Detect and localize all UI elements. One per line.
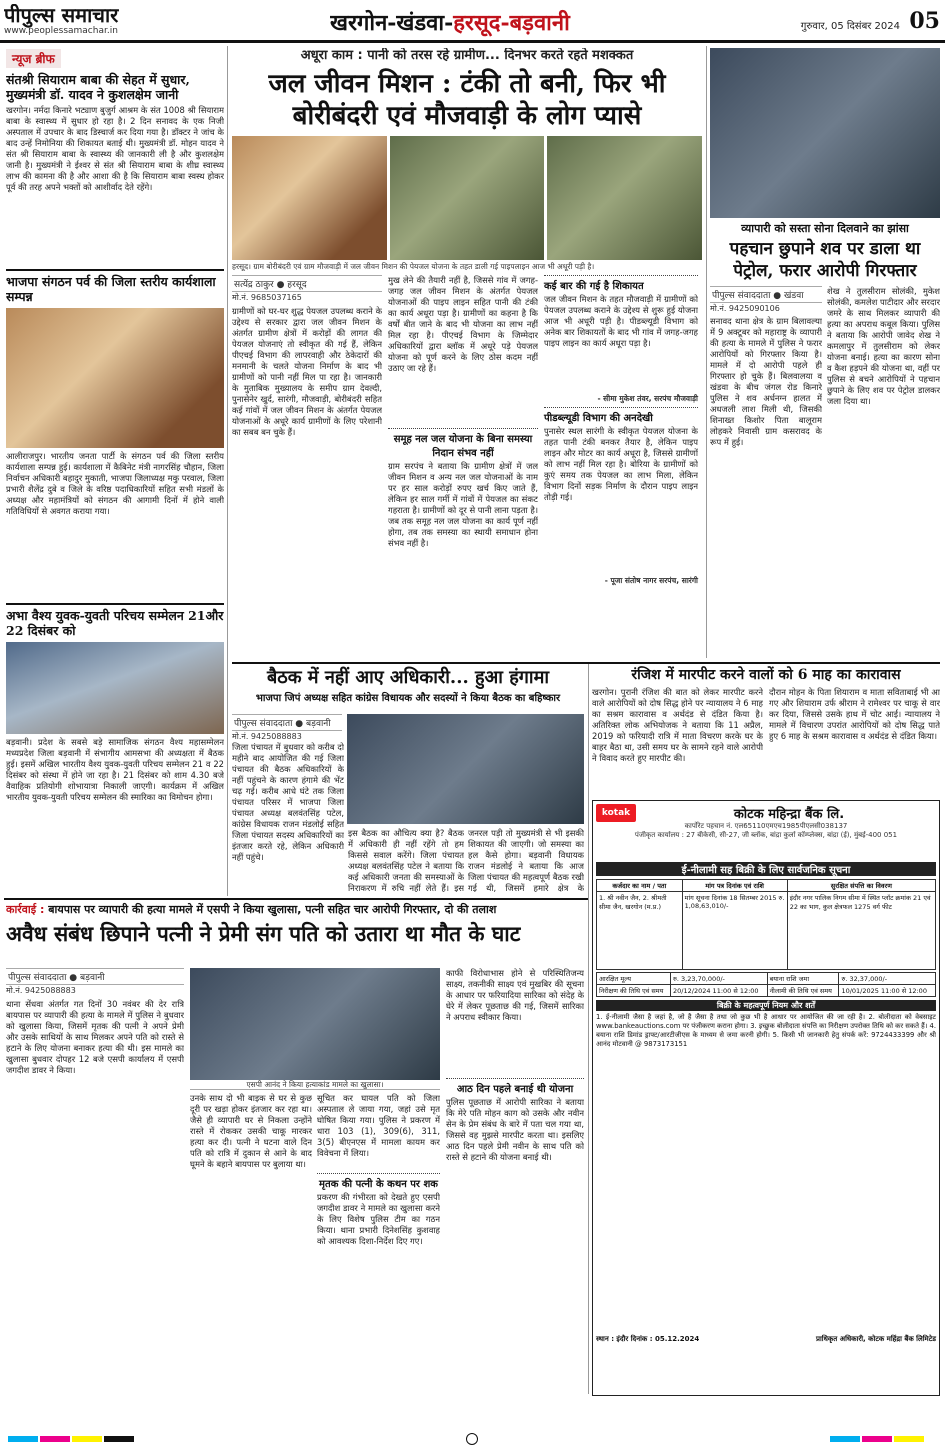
lead-body-5: पुनासेर स्थल सारंगी के स्वीकृत पेयजल योजना के तहत पानी टंकी बनकर तैयार है, लेकिन पाइप लाइन और मोटर का कार्य अधूरा है, जिससे ग्रामीणों को लाभ नहीं मिल रहा है। बोरिया के ग्रामीणों को कुएं समय तक पेयजल का लाभ मिला, लेकिन विभाग दिनों सड़क निर्माण के दौरान पाइप लाइन तोड़ी गई। [544, 426, 698, 502]
crime-body-2: शेख ने तुलसीराम सोलंकी, मुकेश सोलंकी, कमलेश पाटीदार और सरदार जमरे के साथ मिलकर व्यापारी की हत्या का अपराध कबूल किया। पुलिस ने बताया कि आरोपी जावेद शेख ने कमलापुर में तुलसीराम को लेकर योजना बनाई। हत्या का कारण सोना व कैश हड़पने की योजना था, वहीं पर पुलिस से बचने आरोपियों ने पहचान छुपाने के लिए शव पर पेट्रोल डालकर जला दिया था। [827, 286, 940, 406]
site-url[interactable]: www.peoplessamachar.in [4, 26, 118, 36]
inspect-value: 20/12/2024 11:00 से 12:00 [671, 985, 768, 997]
lead-byline: सत्येंद्र ठाकुर ● हरसूद [232, 275, 382, 292]
brief-1-title: संतश्री सियाराम बाबा की सेहत में सुधार, मुख्यमंत्री डॉ. यादव ने कुशलक्षेम जानी [6, 72, 190, 102]
meeting-col-3 [468, 828, 584, 892]
lead-body-4: जल जीवन मिशन के तहत मौजवाड़ी में ग्रामीणों को पेयजल उपलब्ध कराने के उद्देश्य से शुरू हुई योजना आज भी अधूरी पड़ी है। पीडब्ल्यूडी विभाग को अनेक बार शिकायतों के बाद भी गांव में जगह-जगह पाइप लाइन का कार्य अधूरा पड़ा है। [544, 294, 698, 348]
crime2-subhead-2: आठ दिन पहले बनाई थी योजना [446, 1078, 584, 1095]
lead-reporter: सत्येंद्र ठाकुर [234, 280, 274, 290]
terms-title: बिक्री के महत्वपूर्ण नियम और शर्तें [596, 1000, 936, 1011]
crime2-reporter: पीपुल्स संवाददाता [8, 973, 67, 983]
bank-name: कोटक महिन्द्रा बैंक लि. [733, 807, 845, 822]
crime2-body-4: प्रकरण की गंभीरता को देखते हुए एसपी जगदीश डावर ने मामले का खुलासा करने के लिए विशेष पुलिस टीम का गठन किया। थाना प्रभारी दिनेशसिंह कुशवाह को आवश्यक दिशा-निर्देश दिए गए। [317, 1192, 440, 1246]
bank-auction-notice [592, 800, 940, 1396]
section-title-b: हरसूद-बड़वानी [453, 10, 570, 36]
reserve-value: रु. 3,23,70,000/- [671, 973, 768, 985]
crime2-byline: पीपुल्स संवाददाता ● बड़वानी [6, 968, 184, 985]
meeting-col-1 [232, 742, 344, 892]
meeting-headline: बैठक में नहीं आए अधिकारी... हुआ हंगामा [266, 667, 549, 688]
reserve-label: आरक्षित मूल्य [597, 973, 671, 985]
crime2-col-2 [190, 968, 440, 1392]
court-body-2: दौरान मोहन के पिता शियाराम व माता सविताबाई भी आ गए और शियाराम उर्फ श्रीराम ने रामेश्वर पर चाकू से वार कर दिया, जिससे उसके हाथ में चोट आई। न्यायालय ने मामले में विचारण उपरांत आरोपियों को दोष सिद्ध पाते हुए 6 माह के सश्रम कारावास व अर्थदंड से दंडित किया। [769, 687, 940, 741]
crime2-body-3: सूचित कर घायल पति को जिला अस्पताल ले जाया गया, जहां उसे मृत घोषित किया गया। पुलिस ने प्रकरण में धारा 103 (1), 309(6), 311, 3(5) बीएनएस में मामला कायम कर विवेचना में लिया। [317, 1093, 440, 1158]
section-rule [4, 898, 588, 900]
column-divider [588, 662, 589, 1394]
table-head-demand: मांग पत्र दिनांक एवं राशि [682, 880, 787, 892]
brief-2-photo [6, 308, 224, 448]
section-title [330, 8, 630, 40]
lead-photo-water-tank [232, 136, 387, 260]
court-headline: रंजिश में मारपीट करने वालों को 6 माह का कारावास [631, 667, 901, 683]
auction-title: ई-नीलामी सह बिक्री के लिए सार्वजनिक सूचना [596, 862, 936, 876]
lead-body-2: मुख लेने की तैयारी नहीं है, जिससे गांव में जगह-जगह जल जीवन मिशन के अंतर्गत पेयजल योजनाओं की पाइप लाइन सहित पानी की टंकी का कार्य अधूरा पड़ा है। ग्रामीणों का कहना है कि वर्षों बीत जाने के बाद भी योजना का लाभ नहीं मिल रहा है। पीएचई विभाग के जिम्मेदार अधिकारियों द्वारा ब्लॉक में अधूरे पड़े पेयजल योजना को पूर्ण करने के लिए ठोस कदम नहीं उठाए जा रहे हैं। [388, 275, 538, 373]
table-cell-borrower: 1. श्री नवीन जैन, 2. श्रीमती सीमा जैन, खरगोन (म.प्र.) [597, 892, 683, 970]
auction-table [596, 879, 936, 970]
brand-name: पीपुल्स समाचार [4, 4, 119, 27]
bank-address: पंजीकृत कार्यालय : 27 बीकेसी, सी-27, जी ब्लॉक, बांद्रा कुर्ला कॉम्प्लेक्स, बांद्रा (ई), मुंबई-400 051 [634, 831, 898, 839]
cmyk-magenta-mark [862, 1436, 892, 1442]
cmyk-magenta-mark [40, 1436, 70, 1442]
crime2-kicker: कार्रवाई : [6, 903, 45, 916]
cmyk-yellow-mark [894, 1436, 924, 1442]
crime-reporter: पीपुल्स संवाददाता [712, 291, 771, 301]
cmyk-cyan-mark [8, 1436, 38, 1442]
bank-cin: कार्पोरेट पहचान नं. एल65110एमएच1985पीएलसी038137 [684, 822, 848, 830]
news-brief-column [6, 48, 224, 893]
crime2-header [6, 902, 584, 962]
emd-label: बयाना राशि जमा [767, 973, 839, 985]
kotak-logo: kotak [596, 804, 636, 822]
page-number: 05 [909, 8, 940, 34]
crime2-subhead-1: मृतक की पत्नी के कथन पर शक [317, 1173, 440, 1190]
meeting-body-2: इस बैठक का औचित्य क्या है? बैठक में अधिकारी ही नहीं रहेंगे तो हम किससे सवाल करेंगे। जिला पंचायत अध्यक्ष बलवंतसिंह पटेल ने बताया कि कई अधिकारी जनता की समस्याओं के निराकरण में रुचि नहीं लेते हैं। इस [348, 828, 464, 892]
emd-value: रु. 32,37,000/- [839, 973, 936, 985]
crime2-photo-press [190, 968, 440, 1080]
lead-story [232, 48, 702, 660]
brief-3-photo [6, 642, 224, 734]
meeting-mobile: मो.नं. 9425088883 [232, 732, 302, 741]
lead-place: हरसूद [287, 280, 307, 290]
meeting-body-1: जिला पंचायत में बुधवार को करीब दो महीने बाद आयोजित की गई जिला पंचायत की बैठक अधिकारियों के नहीं पहुंचने के कारण हंगामे की भेंट चढ़ गई। करीब आधे घंटे तक जिला पंचायत परिसर में भाजपा जिला पंचायत अध्यक्ष बलवंतसिंह पटेल, कांग्रेस विधायक राजन मंडलोई सहित जिला पंचायत सदस्य अधिकारियों का इंतजार करते रहे, लेकिन अधिकारी नहीं पहुंचे। [232, 742, 344, 862]
cmyk-yellow-mark [72, 1436, 102, 1442]
crime2-mobile: मो.नं. 9425088883 [6, 986, 76, 995]
crime2-headline: अवैध संबंध छिपाने पत्नी ने प्रेमी संग पति को उतारा था मौत के घाट [6, 921, 521, 946]
crime2-kicker-rest: बायपास पर व्यापारी की हत्या मामले में एसपी ने किया खुलासा, पत्नी सहित चार आरोपी गिरफ्तार, दो की तलाश [48, 903, 497, 916]
auction-price-table [596, 972, 936, 997]
table-head-property: सुरक्षित संपत्ति का विवरण [787, 880, 935, 892]
crime2-caption: एसपी आनंद ने किया हत्याकांड मामले का खुलासा। [190, 1080, 440, 1090]
lead-kicker: अधूरा काम : पानी को तरस रहे ग्रामीण... दिनभर करते रहते मशक्कत [300, 48, 634, 63]
lead-subhead-3: पीडब्ल्यूडी विभाग की अनदेखी [544, 407, 698, 424]
cmyk-cyan-mark [830, 1436, 860, 1442]
crime2-col-3 [446, 968, 584, 1392]
meeting-subhead: भाजपा जिपं अध्यक्ष सहित कांग्रेस विधायक और सदस्यों ने किया बैठक का बहिष्कार [255, 693, 561, 704]
crime-photo-police [710, 48, 940, 218]
column-divider [706, 46, 707, 658]
brief-1-body: खरगोन। नर्मदा किनारे भट्याण बुजुर्ग आश्रम के संत 1008 श्री सियाराम बाबा के स्वास्थ्य में सुधार हो रहा है। 2 दिन सनावद के एक निजी अस्पताल में उपचार के बाद डिस्चार्ज कर दिया गया है। डॉक्टर ने जांच के बाद उन्हें निमोनिया की शिकायत बताई थी। मुख्यमंत्री डॉ. मोहन यादव ने संत श्री सियाराम बाबा के स्वास्थ्य की जानकारी ली है और कुशलक्षेम जानी है। मुख्यमंत्री ने ईश्वर से संत श्री सियाराम बाबा के शीघ्र स्वास्थ्य लाभ की कामना की है और आशा की है कि सियाराम बाबा स्वस्थ होकर पूर्व की तरह अपने भक्तों को आशीर्वाद देते रहेंगे। [6, 105, 224, 192]
cmyk-black-mark [104, 1436, 134, 1442]
ad-place-date: स्थान : इंदौर दिनांक : 05.12.2024 [596, 1335, 700, 1343]
column-divider [227, 46, 228, 896]
brief-3-title: अभा वैश्य युवक-युवती परिचय सम्मेलन 21और 22 दिसंबर को [6, 603, 224, 638]
meeting-byline: पीपुल्स संवाददाता ● बड़वानी [232, 714, 342, 731]
lead-body-1: ग्रामीणों को घर-घर शुद्ध पेयजल उपलब्ध कराने के उद्देश्य से सरकार द्वारा जल जीवन मिशन के अंतर्गत ग्रामीण क्षेत्रों में करोड़ों की लागत की पेयजल योजनाएं तो स्वीकृत की गई हैं, लेकिन पीएचई विभाग की लापरवाही और ठेकेदारों की मनमानी के चलते योजना निर्माण के बाद भी ग्रामीणों को पानी नहीं मिल पा रहा है। जानकारी के मुताबिक मुख्यालय के समीप ग्राम देवल्दी, पुनासेनेर खुर्द, सारंगी, मौजवाड़ी, बोरीबंदरी सहित कई गांवों में जल जीवन मिशन के अंतर्गत पेयजल योजनाओं के अधूरे कार्य ग्रामीणों के लिए परेशानी का सबब बन चुके हैं। [232, 306, 382, 437]
crime-story-gold [710, 48, 940, 660]
crime2-body-6: पुलिस पूछताछ में आरोपी सारिका ने बताया कि मेरे पति मोहन काग को उसके और नवीन सेन के प्रेम संबंध के बारे में पता चल गया था, जिससे वह मुझसे मारपीट करता था। इसलिए आठ दिन पहले प्रेमी नवीन के साथ पति को रास्ते से हटाने की योजना बनाई थी। [446, 1097, 584, 1162]
crime-body-1: सनावद थाना क्षेत्र के ग्राम बिलावल्या में 9 अक्टूबर को महाराष्ट्र के व्यापारी की हत्या के मामले में पुलिस ने फरार आरोपियों को गिरफ्तार किया है। मामले में दो आरोपी पहले ही गिरफ्तार हो चुके हैं। बिलवालया व खंडवा के बीच जंगल रोड किनारे पुलिस ने शव अर्धनग्न हालत में अधजली लाश मिली थी, जिसकी शिनाख्त किशोर पिता बालूराम लोहकरे निवासी ग्राम कसरावद के रूप में हुई। [710, 316, 822, 447]
terms-text: 1. ई-नीलामी जैसा है जहां है, जो है जैसा है तथा जो कुछ भी है आधार पर आयोजित की जा रही है। 2. बोलीदाता को वेबसाइट www.bankeauctions.com पर पंजीकरण कराना होगा। 3. इच्छुक बोलीदाता संपत्ति का निरीक्षण उपरोक्त तिथि को कर सकते हैं। 4. बयाना राशि डिमांड ड्राफ्ट/आरटीजीएस के माध्यम से जमा करनी होगी। 5. किसी भी जानकारी हेतु संपर्क करें: 9724433399 और श्री आनंद मोटवानी @ 9873173151 [596, 1013, 936, 1048]
meeting-body-3: जनरल पड़ी तो मुख्यमंत्री से भी इसकी शिकायत की जाएगी। जो समस्या का हल कैसे होगा। बड़वानी विधायक राजन मंडलोई ने बताया कि आज जिला पंचायत की महत्वपूर्ण बैठक रखी गई थी, जिसमें हमारे क्षेत्र के [468, 828, 584, 892]
table-head-borrower: कर्जदार का नाम / पता [597, 880, 683, 892]
crime2-body-2: उनके साथ दो भी बाइक से घर से कुछ दूरी पर खड़ा होकर इंतजार कर रहा था। जैसे ही व्यापारी घर से निकला उन्होंने रास्ते में रोककर उसकी चाकू मारकर हत्या कर दी। पत्नी ने घटना वाले दिन पति को रात्रि में दुकान से आने के बाद घूमने के बहाने बायपास पर बुलाया था। [190, 1093, 312, 1169]
issue-date: गुरुवार, 05 दिसंबर 2024 [800, 21, 900, 32]
lead-photo-caption: हरसूद। ग्राम बोरीबंदरी एवं ग्राम मौजवाड़ी में जल जीवन मिशन की पेयजल योजना के तहत डाली गई पाइपलाइन आज भी अधूरी पड़ी है। [232, 262, 595, 271]
section-title-a: खरगोन-खंडवा- [330, 10, 454, 36]
crime2-body-5: काफी विरोधाभास होने से परिस्थितिजन्य साक्ष्य, तकनीकी साक्ष्य एवं मुखबिर की सूचना के आधार पर फरियादिया सारिका को संदेह के घेरे में लेकर पूछताछ की गई, जिसमें सारिका ने अपराध स्वीकार किया। [446, 968, 584, 1022]
crime-headline: पहचान छुपाने शव पर डाला था पेट्रोल, फरार आरोपी गिरफ्तार [729, 239, 921, 281]
auction-date-label: नीलामी की तिथि एवं समय [767, 985, 839, 997]
ad-signatory: प्राधिकृत अधिकारी, कोटक महिंद्रा बैंक लिमिटेड [816, 1335, 936, 1343]
lead-mobile: मो.नं. 9685037165 [232, 293, 302, 302]
meeting-col-2 [348, 828, 464, 892]
court-story [592, 666, 940, 794]
crime2-col-1 [6, 968, 184, 1392]
meeting-place: बड़वानी [306, 719, 331, 729]
section-rule [232, 662, 940, 664]
crime2-kicker-line [6, 902, 584, 917]
court-body-1: खरगोन। पुरानी रंजिश की बात को लेकर मारपीट करने वाले आरोपियों को दोष सिद्ध होने पर न्यायालय ने 6 माह का सश्रम कारावास व अर्थदंड से दंडित किया है। अतिरिक्त लोक अभियोजक ने बताया कि 11 अप्रैल, 2019 को फरियादी रात्रि में माता विचरण करके घर के बाहर बैठा था, उसी समय घर के सामने रहने वाले आरोपी ने विवाद करते हुए मारपीट की। [592, 687, 763, 763]
lead-photo-pipeline [390, 136, 545, 260]
brief-2-body: आलीराजपुर। भारतीय जनता पार्टी के संगठन पर्व की जिला स्तरीय कार्यशाला सम्पन्न हुई। कार्यशाला में कैबिनेट मंत्री नागरसिंह चौहान, जिला निर्वाचन अधिकारी बहादुर मुकाती, भाजपा जिलाध्यक्ष मकु परवाल, जिला प्रभारी शैलेंद्र दुबे व जिले के वरिष्ठ पदाधिकारियों सहित सभी मंडलों के अध्यक्ष और महामंत्रियों को संगठन की आगामी दिनों में होने वाली गतिविधियों से अवगत कराया गया। [6, 451, 224, 516]
inspect-label: निरीक्षण की तिथि एवं समय [597, 985, 671, 997]
lead-photo-village [547, 136, 702, 260]
registration-mark-icon [466, 1433, 478, 1445]
brief-3-body: बड़वानी। प्रदेश के सबसे बड़े सामाजिक संगठन वैश्य महासम्मेलन मध्यप्रदेश जिला बड़वानी में संभागीय आमसभा की अध्यक्षता में बैठक हुई। इसमें अखिल भारतीय वैश्य युवक-युवती परिचय सम्मेलन 21 व 22 दिसंबर को संस्था में होने जा रहा है। 21 दिसंबर को शाम 4.30 बजे वैवाहिक प्रतियोगी शोभायात्रा निकाली जाएगी। कार्यक्रम में अखिल भारतीय युवक-युवती परिचय सम्मेलन की स्मारिका का विमोचन होगा। [6, 737, 224, 802]
lead-body-3: ग्राम सरपंच ने बताया कि ग्रामीण क्षेत्रों में जल जीवन मिशन व अन्य नल जल योजनाओं के नाम पर हर साल करोड़ों रुपए खर्च किए जाते हैं, लेकिन हर साल गर्मी में गांवों में पेयजल का संकट गहराता है। ग्रामीणों को दूर से पानी लाना पड़ता है। जब तक समूह नल जल योजना का कार्य पूर्ण नहीं होगा, तब तक समस्या का स्थायी समाधान होना संभव नहीं है। [388, 461, 538, 548]
meeting-reporter: पीपुल्स संवाददाता [234, 719, 293, 729]
crime-mobile: मो.नं. 9425090106 [710, 304, 780, 313]
lead-headline-line1: जल जीवन मिशन : टंकी तो बनी, फिर भी [268, 69, 666, 99]
crime2-place: बड़वानी [80, 973, 105, 983]
meeting-photo [347, 714, 584, 824]
auction-date-value: 10/01/2025 11:00 से 12:00 [839, 985, 936, 997]
crime2-body-1: थाना सेंधवा अंतर्गत गत दिनों 30 नवंबर की देर रात्रि बायपास पर व्यापारी की हत्या के मामले में पुलिस ने बुधवार को खुलासा किया, जिसमें मृतक की पत्नी ने अपने प्रेमी और उसके साथियों के साथ मिलकर अपने पति को रास्ते से हटाने के लिए योजना बनाकर हत्या की थी। इस मामले का खुलासा बुधवार दोपहर 12 बजे एसपी कार्यालय में एसपी जगदीश डावर ने किया। [6, 999, 184, 1075]
masthead [4, 4, 224, 40]
header-rule [0, 40, 945, 43]
crime-place: खंडवा [784, 291, 804, 301]
table-cell-demand: मांग सूचना दिनांक 18 सितम्बर 2015 रु. 1,08,63,010/- [682, 892, 787, 970]
lead-headline-line2: बोरीबंदरी एवं मौजवाड़ी के लोग प्यासे [292, 101, 642, 131]
table-cell-property: इंदौर नगर पालिक निगम सीमा में स्थित प्लॉट क्रमांक 21 एवं 22 का भाग, कुल क्षेत्रफल 1275 वर्ग फीट [787, 892, 935, 970]
brief-kicker: न्यूज ब्रीफ [6, 49, 61, 68]
lead-quote-1: - सीमा मुकेश तंवर, सरपंच मौजवाड़ी [597, 394, 698, 403]
lead-quote-2: - पूजा संतोष नागर सरपंच, सारंगी [604, 576, 698, 585]
crime-kicker: व्यापारी को सस्ता सोना दिलवाने का झांसा [741, 222, 909, 235]
crime-byline: पीपुल्स संवाददाता ● खंडवा [710, 286, 822, 303]
brief-2-title: भाजपा संगठन पर्व की जिला स्तरीय कार्यशाला सम्पन्न [6, 269, 224, 304]
lead-subhead-1: समूह नल जल योजना के बिना समस्या निदान संभव नहीं [388, 428, 538, 459]
lead-subhead-2: कई बार की गई है शिकायत [544, 275, 698, 292]
